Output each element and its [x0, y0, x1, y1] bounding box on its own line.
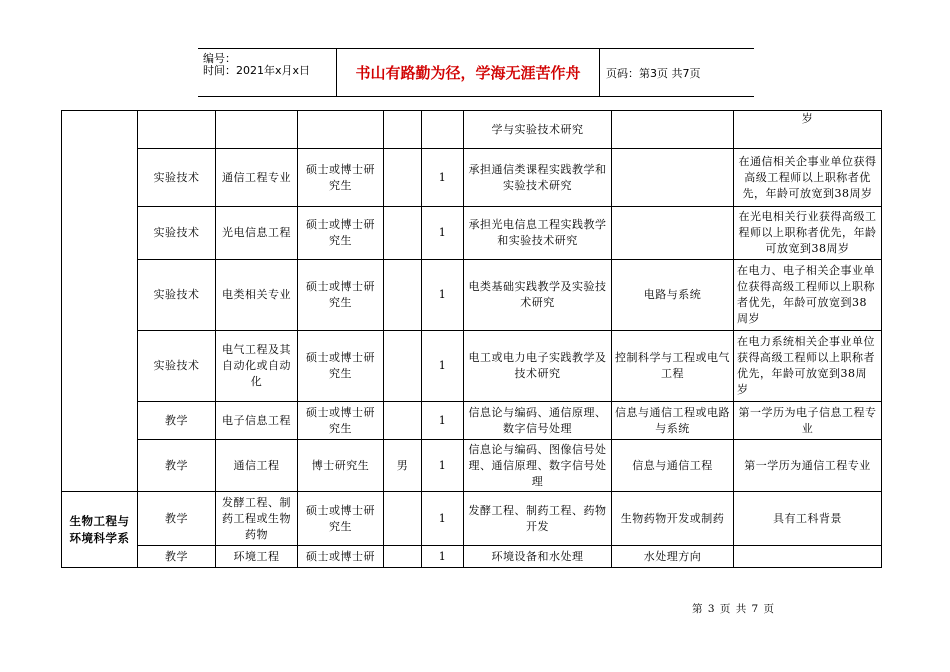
duty-cell: 电工或电力电子实践教学及技术研究 — [464, 331, 612, 402]
category-cell: 教学 — [138, 402, 216, 440]
direction-cell — [612, 149, 734, 207]
gender-cell — [384, 331, 422, 402]
duty-cell: 环境设备和水处理 — [464, 546, 612, 568]
requirement-cell: 第一学历为电子信息工程专业 — [734, 402, 882, 440]
time-label: 时间：2021年x月x日 — [203, 64, 311, 77]
direction-cell — [612, 207, 734, 260]
category-cell: 实验技术 — [138, 207, 216, 260]
degree-cell: 硕士或博士研究生 — [298, 260, 384, 331]
degree-cell: 硕士或博士研究生 — [298, 207, 384, 260]
gender-cell — [384, 402, 422, 440]
direction-cell: 生物药物开发或制药 — [612, 492, 734, 546]
gender-cell — [384, 149, 422, 207]
category-cell: 教学 — [138, 546, 216, 568]
header-page-info: 页码：第3页 共7页 — [606, 66, 701, 80]
count-cell: 1 — [422, 546, 464, 568]
requirement-cell: 在光电相关行业获得高级工程师以上职称者优先，年龄可放宽到38周岁 — [734, 207, 882, 260]
header-meta — [198, 49, 337, 96]
degree-cell: 硕士或博士研 — [298, 546, 384, 568]
duty-cell: 电类基础实践教学及实验技术研究 — [464, 260, 612, 331]
requirement-cell: 在通信相关企事业单位获得高级工程师以上职称者优先，年龄可放宽到38周岁 — [734, 149, 882, 207]
gender-cell — [384, 260, 422, 331]
table-row — [62, 546, 882, 568]
major-cell: 环境工程 — [216, 546, 298, 568]
degree-cell: 硕士或博士研究生 — [298, 149, 384, 207]
table-row — [62, 149, 882, 207]
table-row — [62, 440, 882, 492]
page-footer: 第 3 页 共 7 页 — [692, 603, 776, 615]
gender-cell — [384, 492, 422, 546]
duty-cell: 信息论与编码、通信原理、数字信号处理 — [464, 402, 612, 440]
table-row — [62, 402, 882, 440]
duty-cell: 信息论与编码、图像信号处理、通信原理、数字信号处理 — [464, 440, 612, 492]
count-cell: 1 — [422, 207, 464, 260]
category-cell: 实验技术 — [138, 149, 216, 207]
category-cell: 实验技术 — [138, 260, 216, 331]
category-cell — [138, 111, 216, 149]
major-cell — [216, 111, 298, 149]
dept-cell — [62, 111, 138, 492]
table-row — [62, 111, 882, 149]
table-row — [62, 207, 882, 260]
table-row — [62, 331, 882, 402]
recruitment-table — [61, 110, 882, 568]
duty-cell: 发酵工程、制药工程、药物开发 — [464, 492, 612, 546]
category-cell: 实验技术 — [138, 331, 216, 402]
major-cell: 光电信息工程 — [216, 207, 298, 260]
major-cell: 发酵工程、制药工程或生物药物 — [216, 492, 298, 546]
requirement-cell: 具有工科背景 — [734, 492, 882, 546]
dept-cell: 生物工程与环境科学系 — [62, 492, 138, 568]
requirement-cell: 在电力、电子相关企事业单位获得高级工程师以上职称者优先，年龄可放宽到38周岁 — [734, 260, 882, 331]
count-cell: 1 — [422, 440, 464, 492]
motto-text: 书山有路勤为径，学海无涯苦作舟 — [355, 64, 581, 82]
category-cell: 教学 — [138, 492, 216, 546]
requirement-cell: 第一学历为通信工程专业 — [734, 440, 882, 492]
count-cell: 1 — [422, 260, 464, 331]
degree-cell — [298, 111, 384, 149]
degree-cell: 硕士或博士研究生 — [298, 492, 384, 546]
duty-cell: 承担光电信息工程实践教学和实验技术研究 — [464, 207, 612, 260]
major-cell: 通信工程 — [216, 440, 298, 492]
serial-label: 编号： — [203, 52, 236, 65]
table-row — [62, 492, 882, 546]
count-cell: 1 — [422, 149, 464, 207]
degree-cell: 博士研究生 — [298, 440, 384, 492]
direction-cell — [612, 111, 734, 149]
direction-cell: 控制科学与工程或电气工程 — [612, 331, 734, 402]
direction-cell: 电路与系统 — [612, 260, 734, 331]
category-cell: 教学 — [138, 440, 216, 492]
duty-cell: 学与实验技术研究 — [464, 111, 612, 149]
direction-cell: 水处理方向 — [612, 546, 734, 568]
gender-cell: 男 — [384, 440, 422, 492]
major-cell: 电类相关专业 — [216, 260, 298, 331]
gender-cell — [384, 207, 422, 260]
header-motto — [337, 49, 600, 96]
requirement-cell: 在电力系统相关企事业单位获得高级工程师以上职称者优先，年龄可放宽到38周岁 — [734, 331, 882, 402]
degree-cell: 硕士或博士研究生 — [298, 402, 384, 440]
count-cell: 1 — [422, 331, 464, 402]
requirement-cell — [734, 546, 882, 568]
duty-cell: 承担通信类课程实践教学和实验技术研究 — [464, 149, 612, 207]
count-cell — [422, 111, 464, 149]
gender-cell — [384, 111, 422, 149]
degree-cell: 硕士或博士研究生 — [298, 331, 384, 402]
page-header — [198, 48, 754, 97]
count-cell: 1 — [422, 402, 464, 440]
major-cell: 电子信息工程 — [216, 402, 298, 440]
major-cell: 电气工程及其自动化或自动化 — [216, 331, 298, 402]
count-cell: 1 — [422, 492, 464, 546]
requirement-cell: 岁 — [734, 111, 882, 149]
direction-cell: 信息与通信工程 — [612, 440, 734, 492]
major-cell: 通信工程专业 — [216, 149, 298, 207]
direction-cell: 信息与通信工程或电路与系统 — [612, 402, 734, 440]
gender-cell — [384, 546, 422, 568]
table-row — [62, 260, 882, 331]
